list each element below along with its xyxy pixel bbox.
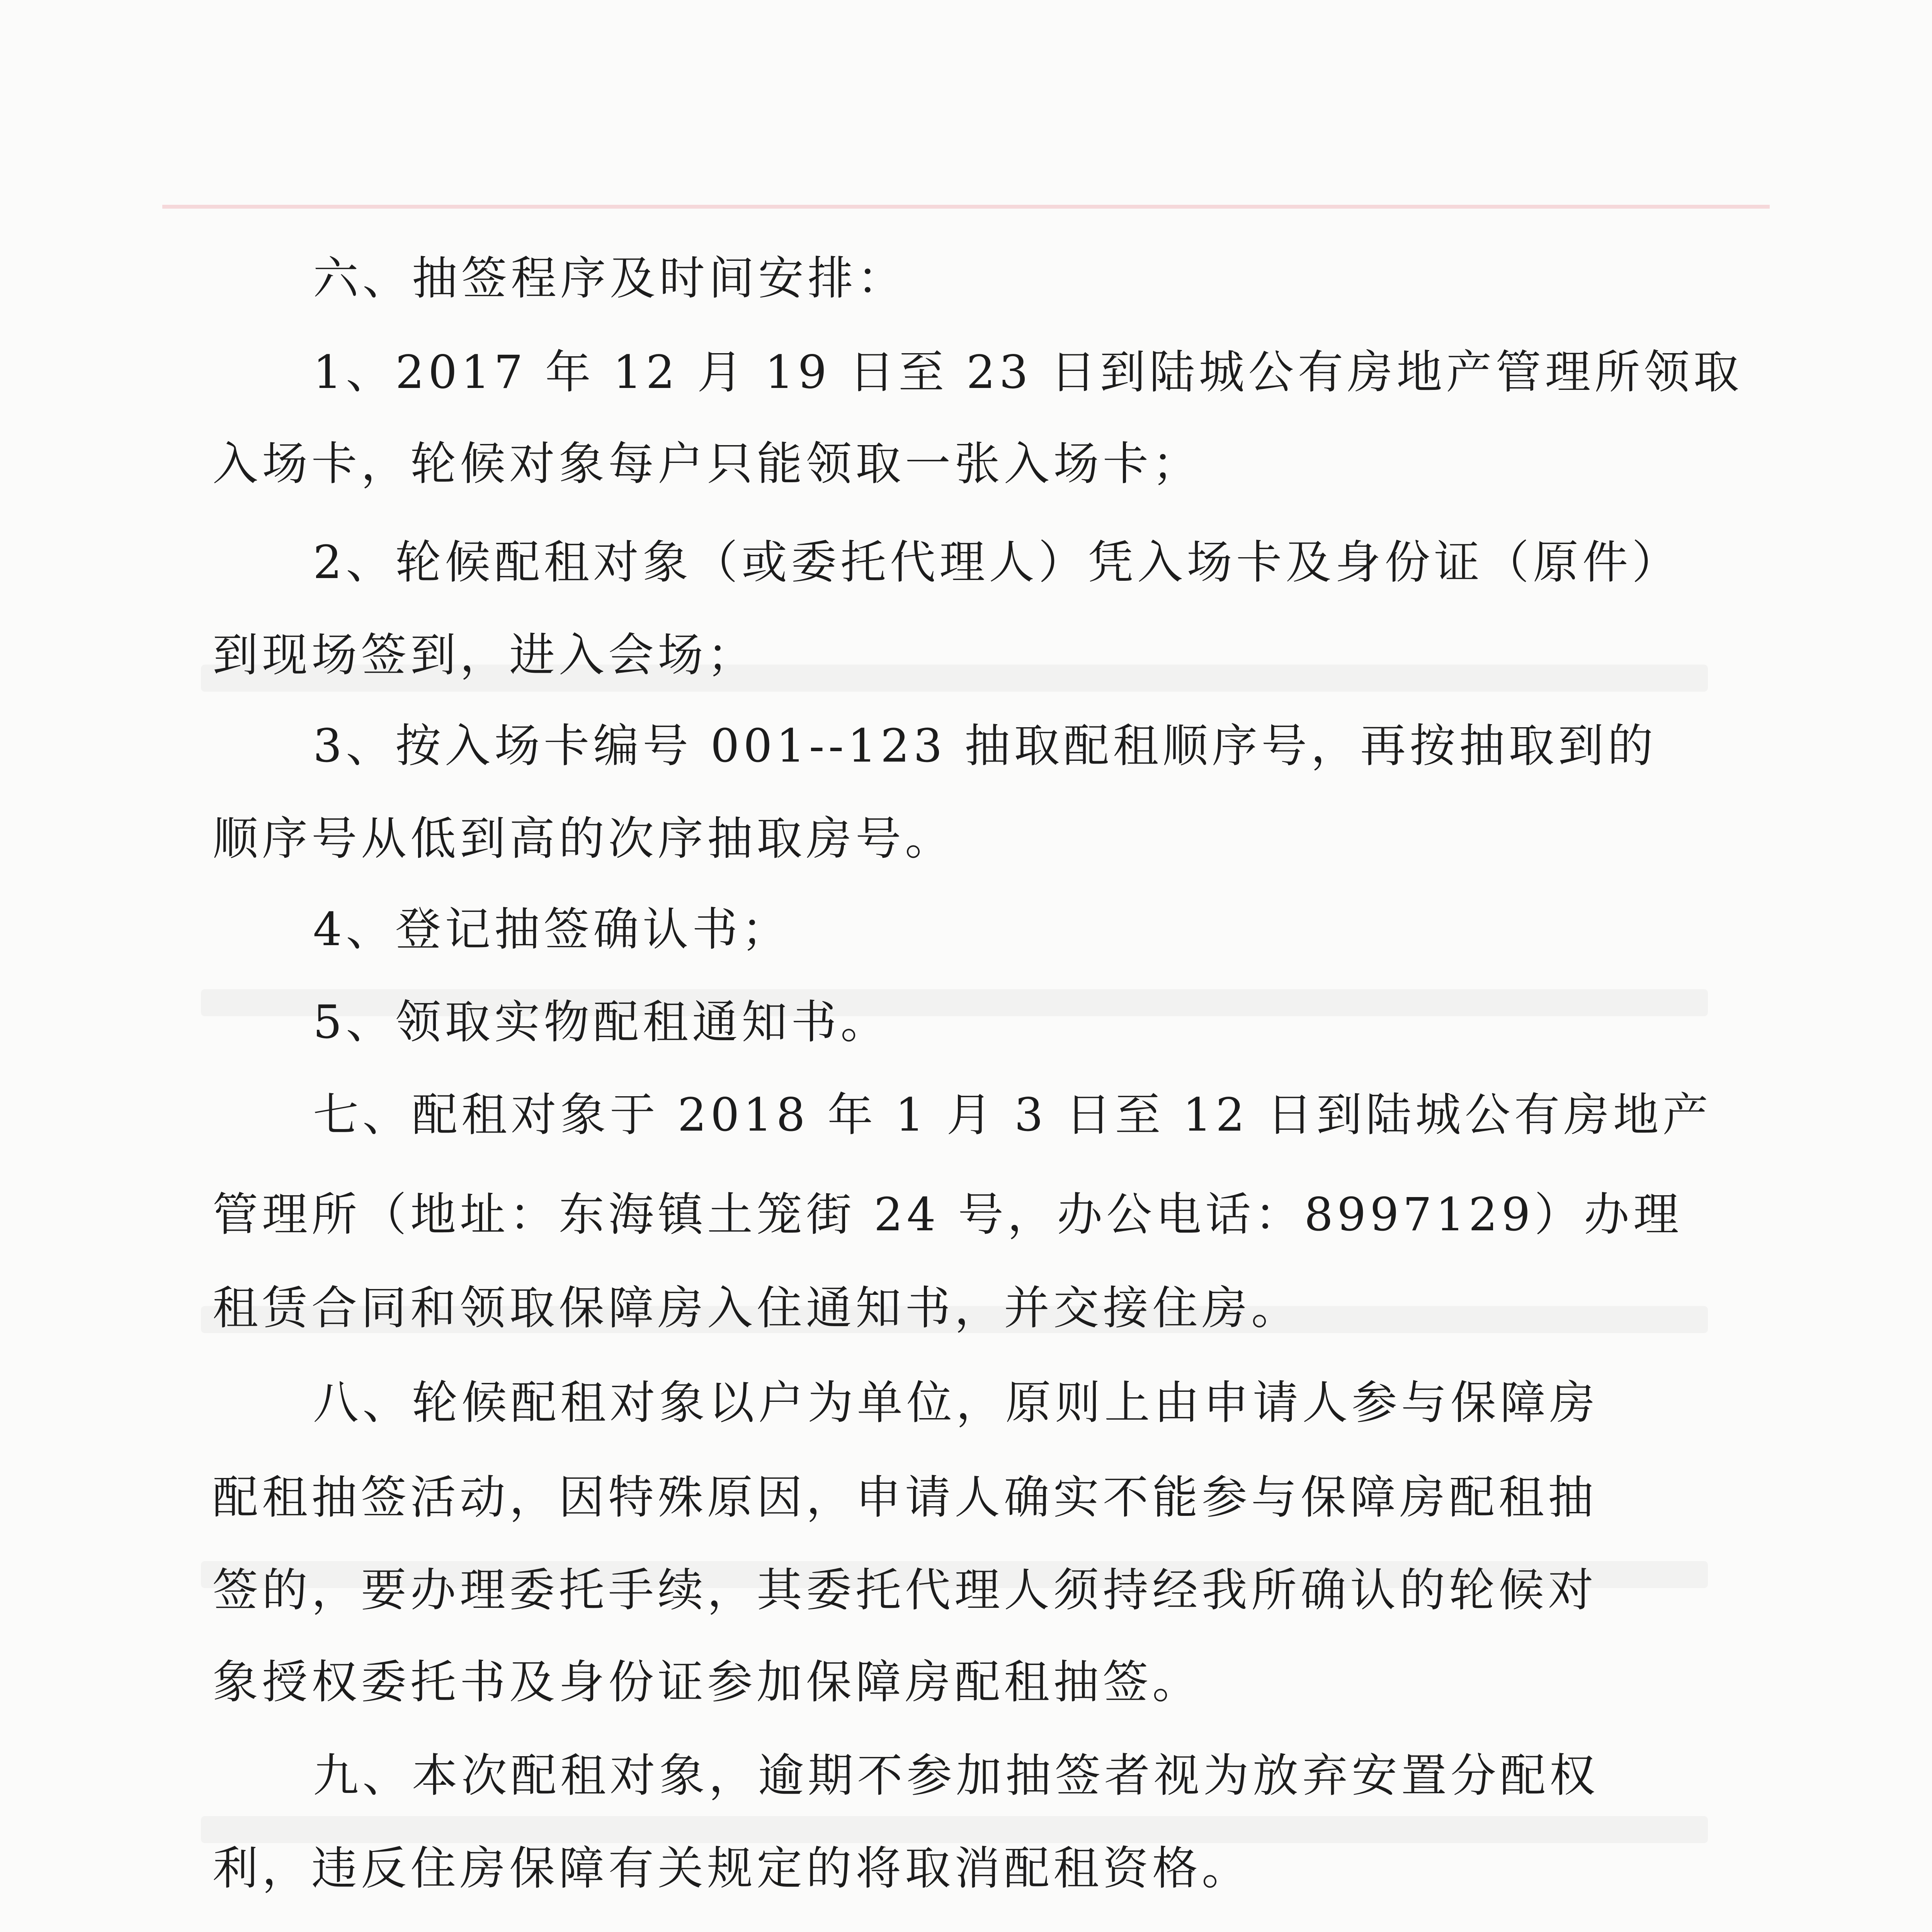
section-7-line-3: 租赁合同和领取保障房入住通知书，并交接住房。 bbox=[213, 1281, 1301, 1335]
section-9-line-1: 九、本次配租对象，逾期不参加抽签者视为放弃安置分配权 bbox=[313, 1749, 1599, 1802]
section-7-line-1: 七、配租对象于 2018 年 1 月 3 日至 12 日到陆城公有房地产 bbox=[313, 1088, 1712, 1141]
section-8-line-4: 象授权委托书及身份证参加保障房配租抽签。 bbox=[213, 1655, 1202, 1709]
section-8-line-1: 八、轮候配租对象以户为单位，原则上由申请人参与保障房 bbox=[313, 1376, 1599, 1429]
section-6-item-2-line-2: 到现场签到，进入会场； bbox=[213, 628, 757, 682]
section-6-item-3-line-2: 顺序号从低到高的次序抽取房号。 bbox=[213, 812, 955, 865]
section-6-item-2-line-1: 2、轮候配租对象（或委托代理人）凭入场卡及身份证（原件） bbox=[313, 536, 1682, 589]
section-6-item-1-line-2: 入场卡，轮候对象每户只能领取一张入场卡； bbox=[213, 437, 1202, 490]
section-7-line-2: 管理所（地址：东海镇土笼街 24 号，办公电话：8997129）办理 bbox=[213, 1188, 1683, 1241]
section-6-heading: 六、抽签程序及时间安排： bbox=[313, 252, 907, 305]
bleed-through-header-rule bbox=[162, 182, 1770, 209]
section-6-item-1-line-1: 1、2017 年 12 月 19 日至 23 日到陆城公有房地产管理所领取 bbox=[313, 345, 1743, 399]
section-6-item-5: 5、领取实物配租通知书。 bbox=[313, 995, 890, 1049]
section-6-item-4: 4、登记抽签确认书； bbox=[313, 903, 791, 956]
section-8-line-2: 配租抽签活动，因特殊原因，申请人确实不能参与保障房配租抽 bbox=[213, 1471, 1598, 1524]
section-9-line-2: 利，违反住房保障有关规定的将取消配租资格。 bbox=[213, 1842, 1252, 1895]
section-8-line-3: 签的，要办理委托手续，其委托代理人须持经我所确认的轮候对 bbox=[213, 1563, 1598, 1617]
section-6-item-3-line-1: 3、按入场卡编号 001--123 抽取配租顺序号，再按抽取到的 bbox=[313, 719, 1657, 772]
